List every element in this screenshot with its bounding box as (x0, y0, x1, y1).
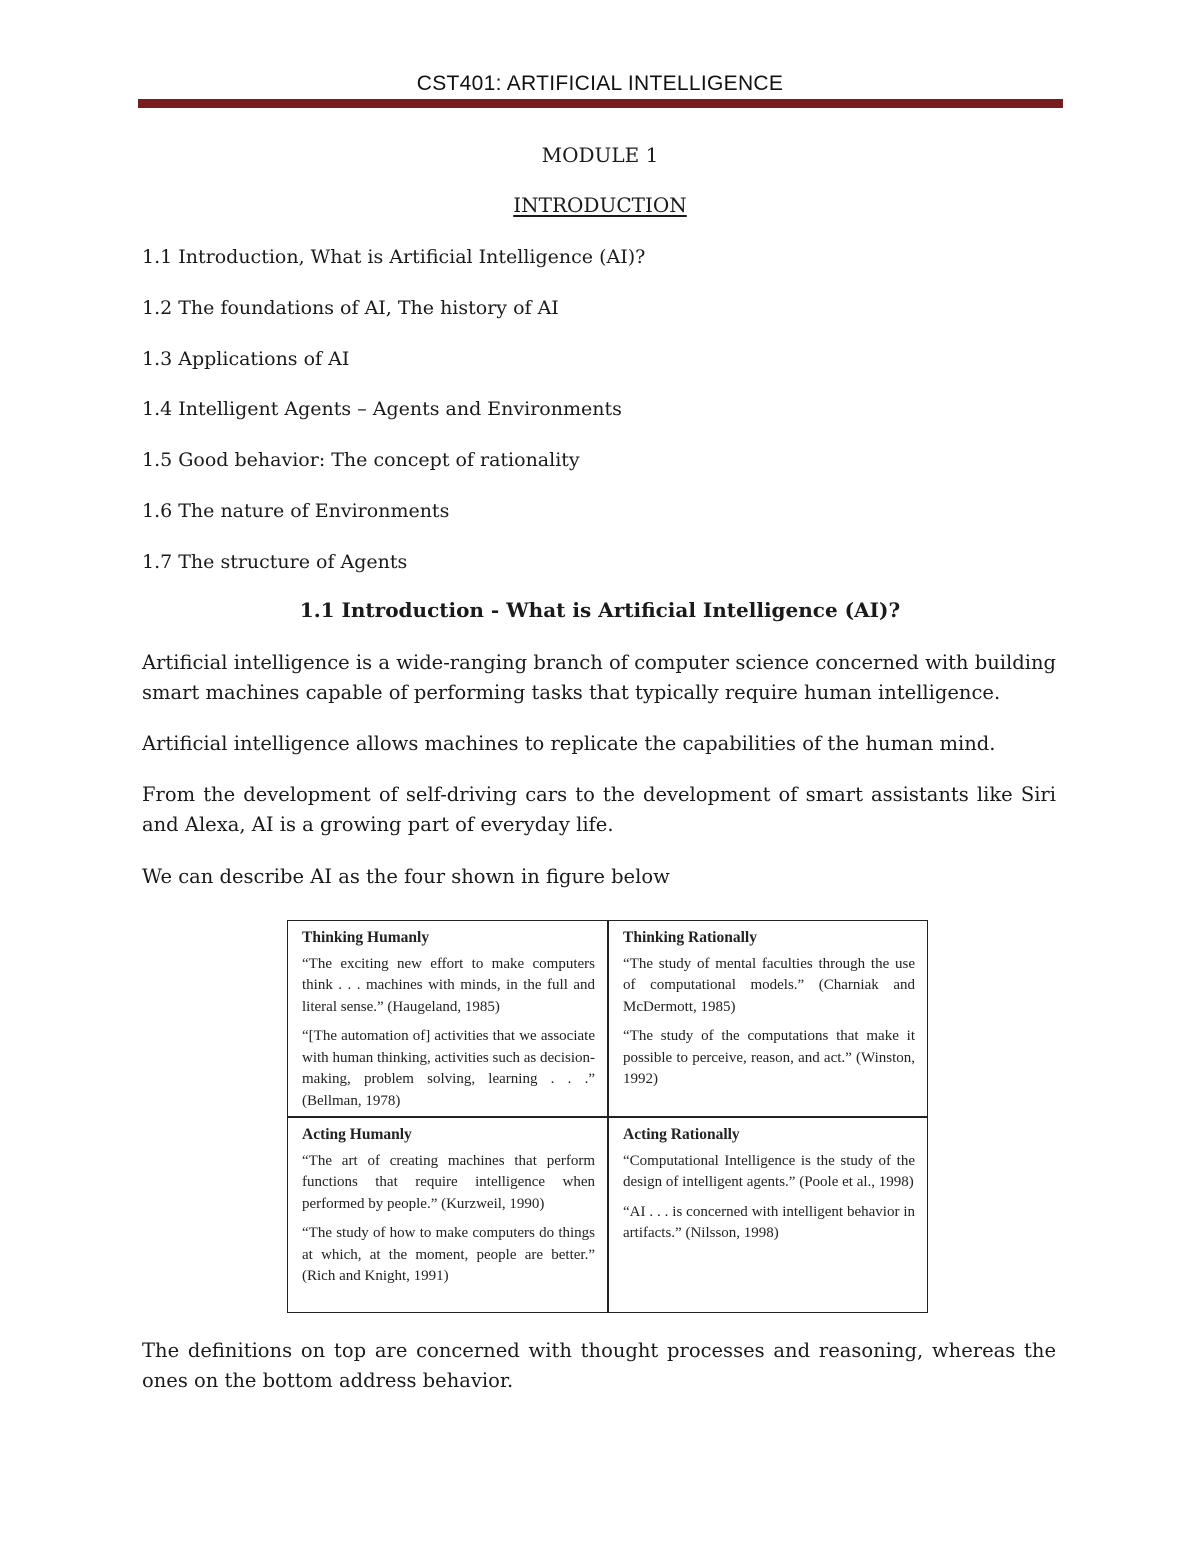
closing-paragraph: The definitions on top are concerned with thought processes and reasoning, whereas the ones on the bottom address behavior. (142, 1339, 1056, 1392)
cell-title: Acting Rationally (623, 1126, 740, 1143)
header-rule (138, 99, 1063, 108)
cell-title: Acting Humanly (302, 1126, 412, 1143)
module-subtitle: INTRODUCTION (513, 193, 687, 217)
toc-item: 1.6 The nature of Environments (142, 499, 450, 522)
page-header-title: CST401: ARTIFICIAL INTELLIGENCE (416, 72, 784, 95)
cell-quote: “Computational Intelligence is the study of the design of intelligent agents.” (Poole et al., 1998) (623, 1152, 915, 1190)
cell-acting-rationally (609, 1118, 927, 1312)
cell-title: Thinking Rationally (623, 929, 757, 946)
cell-thinking-humanly (288, 921, 607, 1116)
cell-acting-humanly (288, 1118, 607, 1312)
cell-quote: “The study of the computations that make it possible to perceive, reason, and act.” (Winston, 1992) (623, 1028, 915, 1087)
cell-quote: “AI . . . is concerned with intelligent behavior in artifacts.” (Nilsson, 1998) (623, 1203, 915, 1241)
cell-quote: “The study of mental faculties through the use of computational models.” (Charniak and McDermott, 1985) (623, 955, 915, 1015)
paragraph: Artificial intelligence allows machines to replicate the capabilities of the human mind. (142, 732, 996, 755)
cell-quote: “The study of how to make computers do things at which, at the moment, people are better.” (Rich and Knight, 1991) (302, 1225, 595, 1284)
toc-item: 1.3 Applications of AI (142, 347, 350, 370)
cell-quote: “[The automation of] activities that we associate with human thinking, activities such as decision-making, problem solving, learning . . .” (Bellman, 1978) (302, 1028, 595, 1109)
ai-definitions-figure (287, 920, 928, 1313)
toc-item: 1.2 The foundations of AI, The history of AI (142, 296, 559, 319)
cell-title: Thinking Humanly (302, 929, 430, 946)
paragraph: From the development of self-driving cars to the development of smart assistants like Siri and Alexa, AI is a growing part of everyday life. (142, 783, 1056, 836)
paragraph: Artificial intelligence is a wide-ranging branch of computer science concerned with building smart machines capable of performing tasks that typically require human intelligence. (142, 651, 1056, 704)
table-of-contents (142, 246, 1042, 602)
toc-item: 1.5 Good behavior: The concept of rationality (142, 449, 580, 472)
toc-item: 1.4 Intelligent Agents – Agents and Environments (142, 398, 622, 421)
cell-thinking-rationally (609, 921, 927, 1116)
paragraph: We can describe AI as the four shown in figure below (142, 865, 670, 888)
cell-quote: “The art of creating machines that perform functions that require intelligence when performed by people.” (Kurzweil, 1990) (302, 1152, 595, 1212)
toc-item: 1.7 The structure of Agents (142, 550, 408, 573)
module-title: MODULE 1 (541, 143, 659, 167)
toc-item: 1.1 Introduction, What is Artificial Intelligence (AI)? (142, 246, 646, 268)
section-heading: 1.1 Introduction - What is Artificial Intelligence (AI)? (299, 598, 901, 622)
cell-quote: “The exciting new effort to make computers think . . . machines with minds, in the full and literal sense.” (Haugeland, 1985) (302, 955, 595, 1015)
